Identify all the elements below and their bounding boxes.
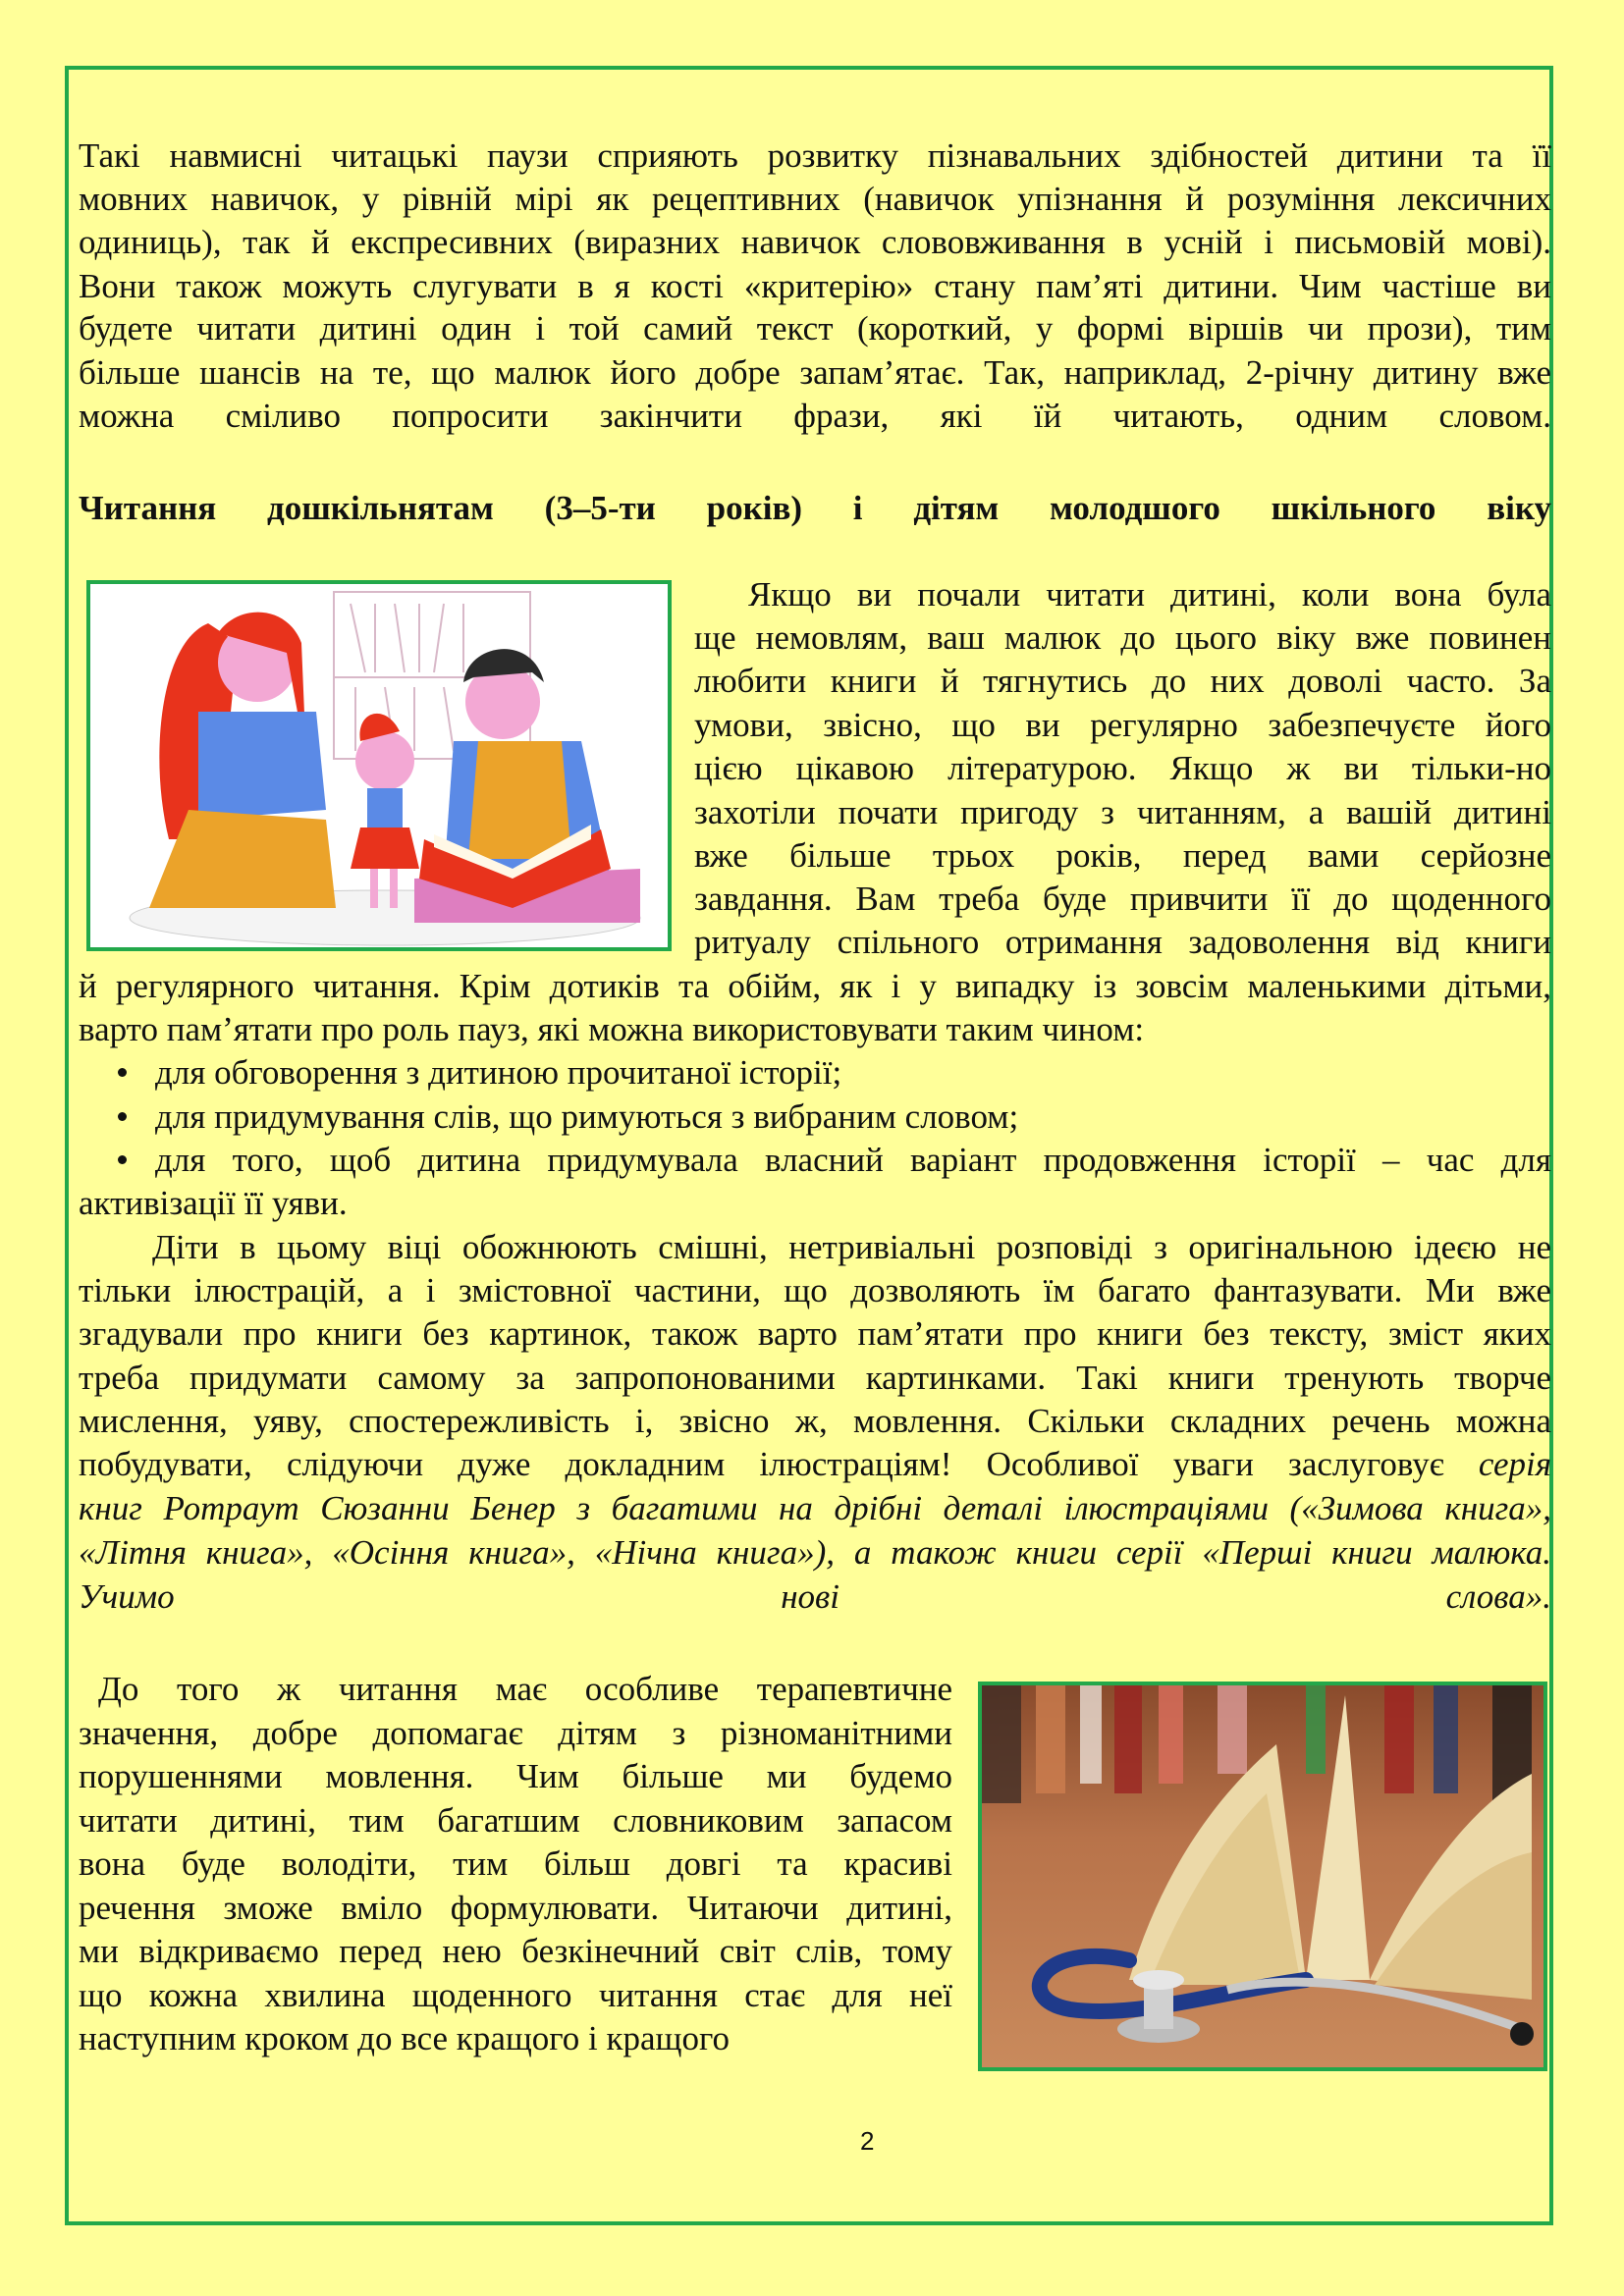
text-line: захотіли почати пригоду з читанням, а вашій дитині xyxy=(694,793,1551,831)
bullet-icon xyxy=(118,1155,127,1164)
text-line: читати дитині, тим багатшим словниковим запасом xyxy=(79,1801,952,1840)
text-line: умови, звісно, що ви регулярно забезпечуєте його xyxy=(694,706,1551,744)
text-line: речення зможе вміло формулювати. Читаючи дитині, xyxy=(79,1889,952,1927)
text-line: Такі навмисні читацькі паузи сприяють розвитку пізнавальних здібностей дитини та її xyxy=(79,136,1551,175)
list-item-continuation: активізації її уяви. xyxy=(79,1184,348,1222)
text-line: любити книги й тягнутись до них доволі часто. За xyxy=(694,662,1551,700)
text-line: значення, добре допомагає дітям з різноманітними xyxy=(79,1714,952,1752)
page-number: 2 xyxy=(860,2126,875,2156)
text-line: одиниць), так й експресивних (виразних навичок слововживання в усній і письмовій мові). xyxy=(79,223,1551,261)
text-line xyxy=(79,1443,1551,1486)
text-line: ми відкриваємо перед нею безкінечний світ слів, тому xyxy=(79,1932,952,1970)
italic-word: слова». xyxy=(1445,1577,1551,1616)
text-line: будете читати дитині один і той самий текст (короткий, у формі віршів чи прози), тим xyxy=(79,309,1551,347)
text-line: вже більше трьох років, перед вами серйозне xyxy=(694,836,1551,875)
text-line: вона буде володіти, тим більш довгі та красиві xyxy=(79,1844,952,1883)
text-line: ще немовлям, ваш малюк до цього віку вже повинен xyxy=(694,618,1551,657)
text-line: цією цікавою літературою. Якщо ж ви тільки-но xyxy=(694,749,1551,787)
text-line: можна сміливо попросити закінчити фрази, які їй читають, одним словом. xyxy=(79,397,1551,435)
italic-line xyxy=(79,1575,1551,1619)
italic-word: Учимо xyxy=(79,1577,175,1616)
text-line: ритуалу спільного отримання задоволення від книги xyxy=(694,923,1551,961)
text-line: більше шансів на те, що малюк його добре запам’ятає. Так, наприклад, 2-річну дитину вже xyxy=(79,353,1551,392)
list-item: для того, щоб дитина придумувала власний варіант продовження історії – час для xyxy=(155,1141,1551,1179)
text-span: побудувати, слідуючи дуже докладним ілюстраціям! Особливої уваги заслуговує xyxy=(79,1445,1479,1483)
bullet-icon xyxy=(118,1068,127,1077)
italic-line: «Літня книга», «Осіння книга», «Нічна книга»), а також книги серії «Перші книги малюка. xyxy=(79,1533,1551,1572)
bullet-icon xyxy=(118,1112,127,1121)
text-line: завдання. Вам треба буде привчити її до щоденного xyxy=(694,880,1551,918)
list-item: для обговорення з дитиною прочитаної історії; xyxy=(155,1053,842,1092)
text-line: що кожна хвилина щоденного читання стає для неї xyxy=(79,1976,952,2014)
section-heading: Читання дошкільнятам (3–5-ти років) і дітям молодшого шкільного віку xyxy=(79,489,1551,527)
text-line: Якщо ви почали читати дитині, коли вона була xyxy=(748,575,1551,614)
italic-line: книг Ротраут Сюзанни Бенер з багатими на дрібні деталі ілюстраціями («Зимова книга», xyxy=(79,1489,1551,1527)
text-line: Вони також можуть слугувати в я кості «критерію» стану пам’яті дитини. Чим частіше ви xyxy=(79,267,1551,305)
italic-word: нові xyxy=(781,1577,839,1616)
text-line: тільки ілюстрацій, а і змістовної частини, що дозволяють їм багато фантазувати. Ми вже xyxy=(79,1271,1551,1309)
text-line: До того ж читання має особливе терапевтичне xyxy=(98,1670,952,1708)
text-line: Діти в цьому віці обожнюють смішні, нетривіальні розповіді з оригінальною ідеєю не xyxy=(152,1228,1551,1266)
book-stethoscope-image-icon xyxy=(982,1685,1543,2067)
text-line: треба придумати самому за запропонованими картинками. Такі книги тренують творче xyxy=(79,1359,1551,1397)
family-reading-image-icon xyxy=(90,584,668,947)
family-reading-illustration xyxy=(86,580,672,951)
list-item: для придумування слів, що римуються з вибраним словом; xyxy=(155,1097,1019,1136)
italic-span: серія xyxy=(1478,1445,1551,1483)
text-line: й регулярного читання. Крім дотиків та обійм, як і у випадку із зовсім маленькими дітьми, xyxy=(79,967,1551,1005)
text-line: мовних навичок, у рівній мірі як рецептивних (навичок упізнання й розуміння лексичних xyxy=(79,180,1551,218)
text-line: варто пам’ятати про роль пауз, які можна використовувати таким чином: xyxy=(79,1010,1145,1048)
book-stethoscope-photo xyxy=(978,1682,1547,2071)
text-line: порушеннями мовлення. Чим більше ми будемо xyxy=(79,1757,952,1795)
text-line: наступним кроком до все кращого і кращого xyxy=(79,2019,730,2057)
text-line: мислення, уяву, спостережливість і, звісно ж, мовлення. Скільки складних речень можна xyxy=(79,1402,1551,1440)
text-line: згадували про книги без картинок, також варто пам’ятати про книги без тексту, зміст яких xyxy=(79,1314,1551,1353)
